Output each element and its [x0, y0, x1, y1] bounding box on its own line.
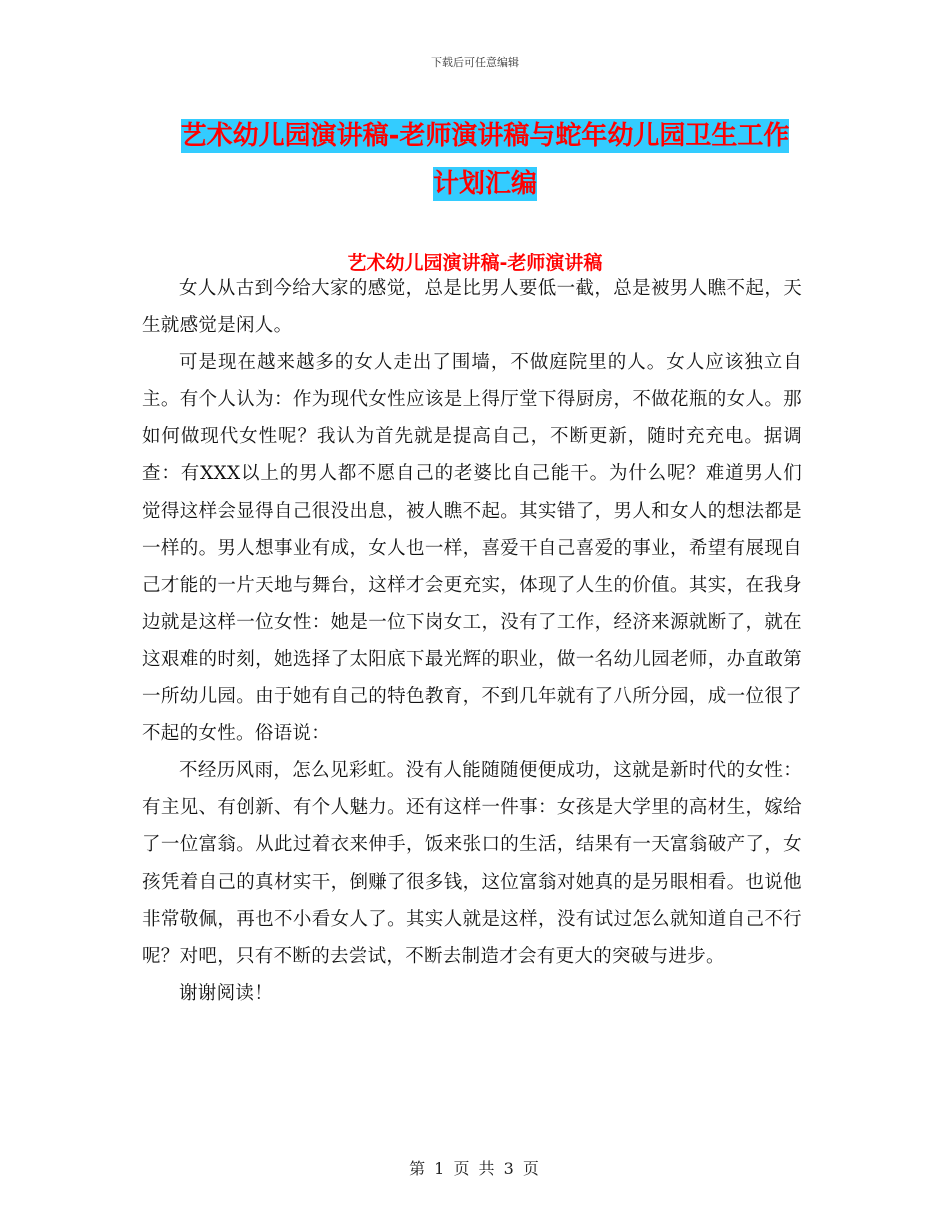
- header-note: 下载后可任意编辑: [431, 56, 519, 69]
- page-footer: 第 1 页 共 3 页: [409, 1159, 541, 1178]
- title-line-1: 艺术幼儿园演讲稿-老师演讲稿与蛇年幼儿园卫生工作: [180, 121, 790, 151]
- section-title: 艺术幼儿园演讲稿-老师演讲稿: [347, 252, 603, 274]
- document-title: [150, 112, 820, 208]
- paragraph: 可是现在越来越多的女人走出了围墙，不做庭院里的人。女人应该独立自主。有个人认为：作为现代女性应该是上得厅堂下得厨房，不做花瓶的女人。那如何做现代女性呢？我认为首先就是提高自己，不断更新，随时充充电。据调查：有XXX以上的男人都不愿自己的老婆比自己能干。为什么呢？难道男人们觉得这样会显得自己很没出息，被人瞧不起。其实错了，男人和女人的想法都是一样的。男人想事业有成，女人也一样，喜爱干自己喜爱的事业，希望有展现自己才能的一片天地与舞台，这样才会更充实，体现了人生的价值。其实，在我身边就是这样一位女性：她是一位下岗女工，没有了工作，经济来源就断了，就在这艰难的时刻，她选择了太阳底下最光辉的职业，做一名幼儿园老师，办直敢第一所幼儿园。由于她有自己的特色教育，不到几年就有了八所分园，成一位很了不起的女性。俗语说：: [142, 352, 802, 745]
- paragraph: 不经历风雨，怎么见彩虹。没有人能随随便便成功，这就是新时代的女性：有主见、有创新、有个人魅力。还有这样一件事：女孩是大学里的高材生，嫁给了一位富翁。从此过着衣来伸手，饭来张口的生活，结果有一天富翁破产了，女孩凭着自己的真材实干，倒赚了很多钱，这位富翁对她真的是另眼相看。也说他非常敬佩，再也不小看女人了。其实人就是这样，没有试过怎么就知道自己不行呢？对吧，只有不断的去尝试，不断去制造才会有更大的突破与进步。: [142, 760, 802, 967]
- paragraph: 谢谢阅读！: [179, 982, 274, 1004]
- title-line-2: 计划汇编: [432, 169, 537, 199]
- body-text: [142, 270, 802, 1012]
- paragraph: 女人从古到今给大家的感觉，总是比男人要低一截，总是被男人瞧不起，天生就感觉是闲人。: [142, 278, 802, 337]
